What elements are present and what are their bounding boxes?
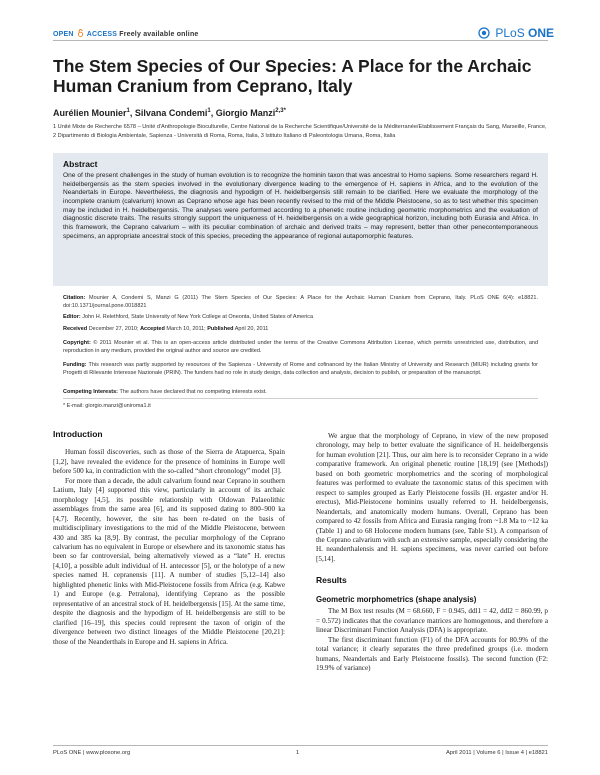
paragraph: We argue that the morphology of Ceprano, in view of the new proposed chronology, may help to better evaluate the significance of H. heidelbergensis for human evolution [21]. Thus, our aim here is to reconsider Ceprano in a wide comparative framework. An original phenetic routine [18,19] (see [Methods]) based on both geometric morphometrics and the scoring of morphological features was performed to evaluate the taxonomic status of this specimen with respect to samples grouped as Early Pleistocene fossils (H. ergaster and/or H. erectus), Mid-Pleistocene hominins usually referred to H. heidelbergensis, Neandertals, and anatomically modern humans. Overall, Ceprano has been compared to 42 fossils from Africa and Eurasia ranging from ~1.8 Ma to ~12 ka (Table 1) and to 68 Holocene modern humans (see, Table S1). A comparison of the Ceprano calvarium with such an extensive sample, especially considering the H. neanderthalensis and H. sapiens specimens, was never carried out before [5,14]. xyxy=(316,432,548,563)
editor xyxy=(63,313,538,321)
author-sup: 1 xyxy=(126,108,130,114)
citation xyxy=(63,294,538,311)
copyright-text: © 2011 Mounier et al. This is an open-access article distributed under the terms of the Creative Commons Attribution License, which permits unrestricted use, distribution, and reproduction in any medium, provided the original author and source are credited. xyxy=(63,340,539,355)
abstract-box xyxy=(53,153,548,286)
results-heading: Results xyxy=(316,575,347,586)
competing-text: The authors have declared that no competing interests exist. xyxy=(119,389,267,395)
plos-one-logo xyxy=(478,26,554,40)
funding-label: Funding: xyxy=(63,362,87,368)
corresponding-email[interactable]: * E-mail: giorgio.manzi@uniroma1.it xyxy=(63,403,151,409)
published-label: Published xyxy=(207,326,234,332)
logo-plos: PLoS xyxy=(495,26,525,40)
footer-issue: April 2011 | Volume 6 | Issue 4 | e18821 xyxy=(445,750,548,756)
footer-divider xyxy=(53,745,548,746)
article-title: The Stem Species of Our Species: A Place for the Archaic Human Cranium from Ceprano, Italy xyxy=(53,56,532,96)
author-sup: 1 xyxy=(207,108,211,114)
right-column xyxy=(316,432,548,673)
meta-divider xyxy=(63,398,538,399)
editor-label: Editor: xyxy=(63,314,81,320)
received-label: Received xyxy=(63,326,88,332)
paragraph: For more than a decade, the adult calvarium found near Ceprano in southern Latium, Italy [4] supported this view, particularly in account of its archaic morphology [4,5], its possible relationship with Oldowan Palaeolithic assemblages from the same area [6], and its supposed dating to 800–900 ka [4,7]. Recently, however, the site has been re-dated on the basis of multidisciplinary investigations to the mid of the Middle Pleistocene, between 430 and 385 ka [8,9]. By contrast, the peculiar morphology of the Ceprano calvarium has no equivalent in Europe or elsewhere and its taxonomic status has been so far controversial, being alternatively viewed as a “late” H. erectus [4,10], a possible adult individual of H. antecessor [5], or the holotype of a new species named H. cepranensis [11]. A number of studies [5,12–14] also highlighted phenetic links with Mid-Pleistocene fossils from Africa (e.g. Kabwe 1) and Europe (e.g. Petralona), identifying Ceprano as the possible representative of an ancestral stock of H. heidelbergensis [15]. At the same time, despite the diagnosis and the hypodigm of H. heidelbergensis are still to be clarified [16–19], this species could represent the taxon of origin of the divergence between two distinct lineages of the Middle Pleistocene [20,21]: those of the Neanderthals in Europe and H. sapiens in Africa. xyxy=(53,476,285,646)
author-sup: 2,3 xyxy=(275,108,284,114)
header-divider xyxy=(53,40,548,41)
received-date: December 27, 2010; xyxy=(88,326,139,332)
affiliations: 1 Unité Mixte de Recherche 6578 – Unité d'Anthropologie Bioculturelle, Centre National de la Recherche Scientifique/Université de la Méditerranée/Etablissement Français du Sang, Marseille, France, 2 Dipartimento di Biologia Ambientale, Sapienza - Università di Roma, Roma, Italia, 3 Istituto Italiano di Paleontologia Umana, Roma, Italia xyxy=(53,124,547,139)
abstract-heading: Abstract xyxy=(63,159,98,169)
freely-available-label: Freely available online xyxy=(119,31,199,38)
competing-interests xyxy=(63,388,538,396)
accepted-date: March 10, 2011; xyxy=(166,326,206,332)
open-access-banner xyxy=(53,29,199,38)
paragraph: The M Box test results (M = 68.660, F = 0.945, ddl1 = 42, ddl2 = 860.99, p = 0.572) indicates that the covariance matrices are homogenous, and therefore a linear Discriminant Function Analysis (DFA) is appropriate. xyxy=(316,607,548,635)
footer-journal[interactable]: PLoS ONE | www.plosone.org xyxy=(53,750,131,756)
published-date: April 20, 2011 xyxy=(234,326,269,332)
author-name: Silvana Condemi xyxy=(134,108,208,118)
copyright xyxy=(63,339,538,356)
copyright-label: Copyright: xyxy=(63,340,91,346)
left-column xyxy=(53,430,285,647)
page-number: 1 xyxy=(296,750,300,756)
citation-text: Mounier A, Condemi S, Manzi G (2011) The Stem Species of Our Species: A Place for the Archaic Human Cranium from Ceprano, Italy. PLoS ONE 6(4): e18821. doi:10.1371/journal.pone.0018821 xyxy=(63,295,538,310)
dates xyxy=(63,325,538,333)
funding xyxy=(63,361,538,378)
author-list: Aurélien Mounier$^1$, Silvana Condemi$^1$, Giorgio Manzi$^{2,3*}$ xyxy=(53,108,286,118)
author-name: Aurélien Mounier xyxy=(53,108,127,118)
citation-label: Citation: xyxy=(63,295,86,301)
geometric-morphometrics-subheading: Geometric morphometrics (shape analysis) xyxy=(316,594,477,604)
corresponding-star: * xyxy=(283,108,286,114)
introduction-heading: Introduction xyxy=(53,429,103,439)
plos-emblem-icon xyxy=(478,27,490,39)
editor-text: John H. Relethford, State University of New York College at Oneonta, United States of America xyxy=(82,314,314,320)
abstract-text: One of the present challenges in the study of human evolution is to recognize the hominin taxon that was ancestral to Homo sapiens. Some researchers regard H. heidelbergensis as the stem species involved in the evolutionary divergence leading to the emergence of H. sapiens in Africa, and to the evolution of the Neandertals in Europe. Nevertheless, the diagnosis and hypodigm of H. heidelbergensis still remain to be clarified. Here we evaluate the morphology of the incomplete cranium (calvarium) known as Ceprano whose age has been recently revised to the mid of the Middle Pleistocene, so as to test whether this specimen may be included in H. heidelbergensis. The analyses were performed according to a phenetic routine including geometric morphometrics and the evaluation of diagnostic discrete traits. The results strongly support the uniqueness of H. heidelbergensis on a wide geographical horizon, including both Eurasia and Africa. In this framework, the Ceprano calvarium – with its peculiar combination of archaic and derived traits – may represent, better than other penecontemporaneous specimens, an appropriate ancestral stock of this species, preceding the appearance of regional autapomorphic features. xyxy=(63,172,538,240)
access-label: ACCESS xyxy=(86,31,118,38)
paragraph: The first discriminant function (F1) of the DFA accounts for 80.9% of the total variance; it clearly separates the three predefined groups (i.e. modern humans, Neandertals and Early Pleistocene fossils). The second function (F2: 19.9% of variance) xyxy=(316,635,548,672)
open-lock-icon xyxy=(77,29,84,37)
accepted-label: Accepted xyxy=(140,326,165,332)
funding-text: This research was partly supported by resources of the Sapienza - University of Rome and cofinanced by the Italian Ministry of University and Research (MIUR) including grants for Progetti di Rilevante Interesse Nazionale (PRIN). The funders had no role in study design, data collection and analysis, decision to publish, or preparation of the manuscript. xyxy=(63,362,538,377)
competing-label: Competing Interests: xyxy=(63,389,119,395)
open-label: OPEN xyxy=(53,31,74,38)
logo-one: ONE xyxy=(528,26,555,40)
paragraph: Human fossil discoveries, such as those of the Sierra de Atapuerca, Spain [1,2], have revealed the evidence for the presence of hominins in Europe well before 500 ka, in contradiction with the so-called “short chronology” model [3]. xyxy=(53,448,285,476)
author-name: Giorgio Manzi xyxy=(215,108,276,118)
